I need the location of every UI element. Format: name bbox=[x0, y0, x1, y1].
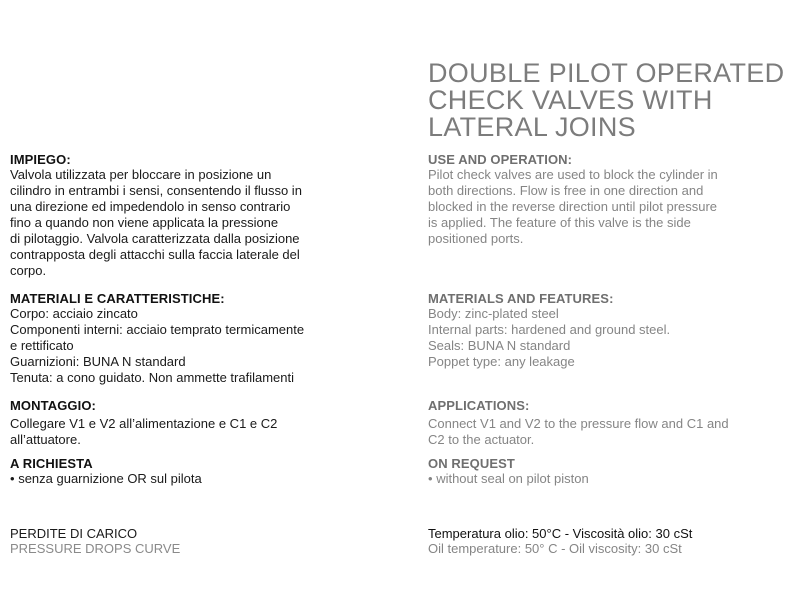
applications-section bbox=[428, 398, 729, 448]
richiesta-item-text: senza guarnizione OR sul pilota bbox=[18, 471, 202, 486]
materials-text bbox=[428, 306, 670, 370]
text-line: corpo. bbox=[10, 263, 47, 278]
text-line: di pilotaggio. Valvola caratterizzata dalla posizione bbox=[10, 231, 300, 246]
richiesta-heading: A RICHIESTA bbox=[10, 456, 93, 471]
text-line: cilindro in entrambi i sensi, consentendo il flusso in bbox=[10, 183, 302, 198]
materials-section bbox=[428, 291, 670, 370]
text-line: Body: zinc-plated steel bbox=[428, 306, 559, 321]
title-line: CHECK VALVES WITH bbox=[428, 85, 713, 115]
text-line: is applied. The feature of this valve is the side bbox=[428, 215, 691, 230]
impiego-text bbox=[10, 167, 302, 279]
richiesta-item bbox=[10, 471, 202, 487]
text-line: Corpo: acciaio zincato bbox=[10, 306, 138, 321]
temperature-caption bbox=[428, 526, 692, 556]
text-line: Guarnizioni: BUNA N standard bbox=[10, 354, 186, 369]
text-line: Seals: BUNA N standard bbox=[428, 338, 571, 353]
text-line: C2 to the actuator. bbox=[428, 432, 535, 447]
use-operation-section bbox=[428, 152, 718, 247]
text-line: both directions. Flow is free in one direction and bbox=[428, 183, 704, 198]
text-line: Poppet type: any leakage bbox=[428, 354, 575, 369]
bullet-icon: • bbox=[10, 471, 15, 486]
title-line: LATERAL JOINS bbox=[428, 112, 636, 142]
materials-heading: MATERIALS AND FEATURES: bbox=[428, 291, 614, 306]
oil-temperature-label: Oil temperature: 50° C - Oil viscosity: 30 cSt bbox=[428, 541, 682, 556]
text-line: all’attuatore. bbox=[10, 432, 81, 447]
text-line: Internal parts: hardened and ground steel. bbox=[428, 322, 671, 337]
text-line: Connect V1 and V2 to the pressure flow and C1 and bbox=[428, 416, 729, 431]
impiego-heading: IMPIEGO: bbox=[10, 152, 71, 167]
text-line: fino a quando non viene applicata la pressione bbox=[10, 215, 279, 230]
richiesta-section bbox=[10, 456, 202, 487]
text-line: Collegare V1 e V2 all’alimentazione e C1 e C2 bbox=[10, 416, 278, 431]
text-line: Pilot check valves are used to block the cylinder in bbox=[428, 167, 718, 182]
montaggio-section bbox=[10, 398, 277, 448]
bullet-icon: • bbox=[428, 471, 433, 486]
materiali-section bbox=[10, 291, 304, 386]
use-operation-text bbox=[428, 167, 718, 247]
temperatura-label: Temperatura olio: 50°C - Viscosità olio: 30 cSt bbox=[428, 526, 693, 541]
text-line: una direzione ed impedendolo in senso contrario bbox=[10, 199, 291, 214]
text-line: contrapposta degli attacchi sulla faccia laterale del bbox=[10, 247, 300, 262]
text-line: blocked in the reverse direction until pilot pressure bbox=[428, 199, 718, 214]
pressure-drops-label: PRESSURE DROPS CURVE bbox=[10, 541, 181, 556]
perdite-di-carico-label: PERDITE DI CARICO bbox=[10, 526, 138, 541]
request-item-text: without seal on pilot piston bbox=[436, 471, 589, 486]
materiali-text bbox=[10, 306, 304, 386]
title-line: DOUBLE PILOT OPERATED bbox=[428, 58, 785, 88]
applications-heading: APPLICATIONS: bbox=[428, 398, 530, 413]
montaggio-text bbox=[10, 416, 277, 448]
text-line: Tenuta: a cono guidato. Non ammette trafilamenti bbox=[10, 370, 294, 385]
applications-text bbox=[428, 416, 729, 448]
materiali-heading: MATERIALI E CARATTERISTICHE: bbox=[10, 291, 225, 306]
montaggio-heading: MONTAGGIO: bbox=[10, 398, 96, 413]
request-heading: ON REQUEST bbox=[428, 456, 515, 471]
text-line: e rettificato bbox=[10, 338, 74, 353]
pressure-drops-caption bbox=[10, 526, 180, 556]
text-line: Valvola utilizzata per bloccare in posizione un bbox=[10, 167, 272, 182]
use-operation-heading: USE AND OPERATION: bbox=[428, 152, 573, 167]
impiego-section bbox=[10, 152, 302, 279]
request-section bbox=[428, 456, 589, 487]
request-item bbox=[428, 471, 589, 487]
text-line: Componenti interni: acciaio temprato termicamente bbox=[10, 322, 305, 337]
text-line: positioned ports. bbox=[428, 231, 524, 246]
english-title bbox=[428, 60, 784, 141]
